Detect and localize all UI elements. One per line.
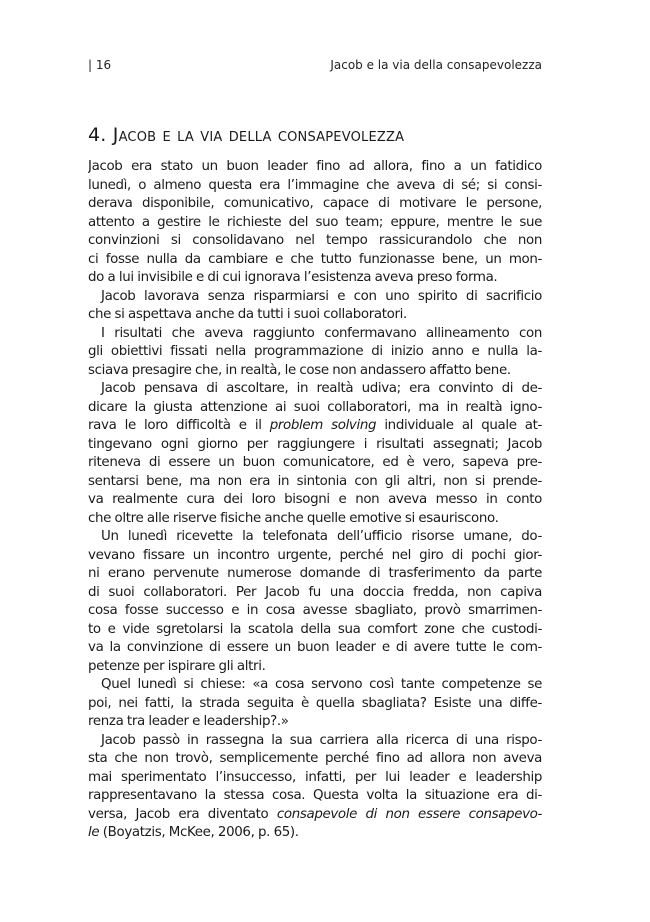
text-run: do a lui invisibile e di cui ignorava l’esistenza aveva preso forma. xyxy=(88,270,498,285)
text-run: petenze per ispirare gli altri. xyxy=(88,658,266,674)
text-line xyxy=(88,417,542,436)
italic-text: problem solving xyxy=(269,418,377,433)
text-run: cosa fosse successo e in cosa avesse sbagliato, provò smarrimen- xyxy=(88,603,542,618)
text-run: mai sperimentato l’insuccesso, infatti, per lui leader e leadership xyxy=(88,769,542,785)
text-run: rava le loro difficoltà e il xyxy=(88,418,270,433)
text-run: I risultati che aveva raggiunto confermavano allineamento con xyxy=(101,325,542,341)
text-line xyxy=(88,621,542,640)
text-line xyxy=(88,177,542,196)
text-run: ci fosse nulla da cambiare e che tutto funzionasse bene, un mon- xyxy=(88,251,542,267)
text-run: rappresentavano la stessa cosa. Questa volta la situazione era di- xyxy=(88,788,542,803)
text-line xyxy=(88,602,542,621)
text-line xyxy=(88,824,542,843)
text-line xyxy=(88,251,542,270)
text-line xyxy=(88,399,542,418)
text-line xyxy=(88,362,542,381)
text-line xyxy=(88,732,542,751)
text-run: gli obiettivi fissati nella programmazione di inizio anno e nulla la- xyxy=(88,344,542,359)
page-number: | 16 xyxy=(88,58,112,72)
text-run: individuale al quale at- xyxy=(376,418,542,433)
text-line xyxy=(88,269,542,288)
text-line xyxy=(88,750,542,769)
text-line xyxy=(88,288,542,307)
text-line xyxy=(88,713,542,732)
text-line xyxy=(88,158,542,177)
text-line xyxy=(88,528,542,547)
text-run: lunedì, o almeno questa era l’immagine che aveva di sé; si consi- xyxy=(88,177,542,193)
text-run: di suoi collaboratori. Per Jacob fu una doccia fredda, non capiva xyxy=(88,584,542,600)
text-run: attento a gestire le richieste del suo team; eppure, mentre le sue xyxy=(88,214,542,230)
text-run: to e vide sgretolarsi la scatola della sua comfort zone che custodi- xyxy=(88,621,542,637)
text-line xyxy=(88,343,542,362)
running-header xyxy=(88,58,542,76)
italic-text: consapevole di non essere consapevo- xyxy=(276,806,542,822)
chapter-title: 4. Jacob e la via della consapevolezza xyxy=(88,124,405,146)
text-line xyxy=(88,380,542,399)
text-line xyxy=(88,676,542,695)
text-run: vevano fissare un incontro urgente, perché nel giro di pochi gior- xyxy=(88,547,542,563)
text-run: renza tra leader e leadership?.» xyxy=(88,714,289,729)
text-line xyxy=(88,658,542,677)
text-run: convinzioni si consolidavano nel tempo rassicurandolo che non xyxy=(88,233,542,248)
text-run: Jacob pensava di ascoltare, in realtà udiva; era convinto di de- xyxy=(101,381,542,396)
text-line xyxy=(88,473,542,492)
text-line xyxy=(88,787,542,806)
text-line xyxy=(88,195,542,214)
text-line xyxy=(88,565,542,584)
text-line xyxy=(88,769,542,788)
text-run: derava disponibile, comunicativo, capace di motivare le persone, xyxy=(88,196,542,211)
text-line xyxy=(88,232,542,251)
text-run: che si aspettava anche da tutti i suoi collaboratori. xyxy=(88,307,407,322)
text-run: Jacob era stato un buon leader fino ad allora, fino a un fatidico xyxy=(88,159,542,174)
chapter-body-text xyxy=(88,158,542,843)
text-run: che oltre alle riserve fisiche anche quelle emotive si esauriscono. xyxy=(88,510,499,526)
text-run: riteneva di essere un buon comunicatore, ed è vero, sapeva pre- xyxy=(88,455,542,470)
running-title: Jacob e la via della consapevolezza xyxy=(330,58,542,72)
text-run: versa, Jacob era diventato xyxy=(88,806,277,822)
text-line xyxy=(88,454,542,473)
text-run: ni erano pervenute numerose domande di trasferimento da parte xyxy=(88,566,542,581)
text-line xyxy=(88,584,542,603)
text-line xyxy=(88,436,542,455)
text-run: (Boyatzis, McKee, 2006, p. 65). xyxy=(99,825,299,840)
text-run: Jacob passò in rassegna la sua carriera alla ricerca di una rispo- xyxy=(101,732,542,748)
text-line xyxy=(88,325,542,344)
text-run: sciava presagire che, in realtà, le cose non andassero affatto bene. xyxy=(88,362,511,378)
text-line xyxy=(88,695,542,714)
text-line xyxy=(88,306,542,325)
text-run: poi, nei fatti, la strada seguita è quella sbagliata? Esiste una diffe- xyxy=(88,695,542,711)
text-line xyxy=(88,639,542,658)
text-run: va realmente cura dei loro bisogni e non aveva messo in conto xyxy=(88,492,542,507)
text-line xyxy=(88,510,542,529)
text-run: Jacob lavorava senza risparmiarsi e con uno spirito di sacrificio xyxy=(101,288,542,304)
text-run: va la convinzione di essere un buon leader e di avere tutte le com- xyxy=(88,640,542,655)
text-line xyxy=(88,491,542,510)
text-run: sentarsi bene, ma non era in sintonia con gli altri, non si prende- xyxy=(88,473,542,489)
text-line xyxy=(88,214,542,233)
text-line xyxy=(88,547,542,566)
text-run: tingevano ogni giorno per raggiungere i risultati assegnati; Jacob xyxy=(88,436,542,452)
text-run: sta che non trovò, semplicemente perché fino ad allora non aveva xyxy=(88,751,542,766)
text-run: Quel lunedì si chiese: «a cosa servono così tante competenze se xyxy=(101,677,542,692)
italic-text: le xyxy=(88,825,100,840)
text-line xyxy=(88,806,542,825)
text-run: Un lunedì ricevette la telefonata dell’ufficio risorse umane, do- xyxy=(101,529,542,544)
text-run: dicare la giusta attenzione ai suoi collaboratori, ma in realtà igno- xyxy=(88,399,542,415)
